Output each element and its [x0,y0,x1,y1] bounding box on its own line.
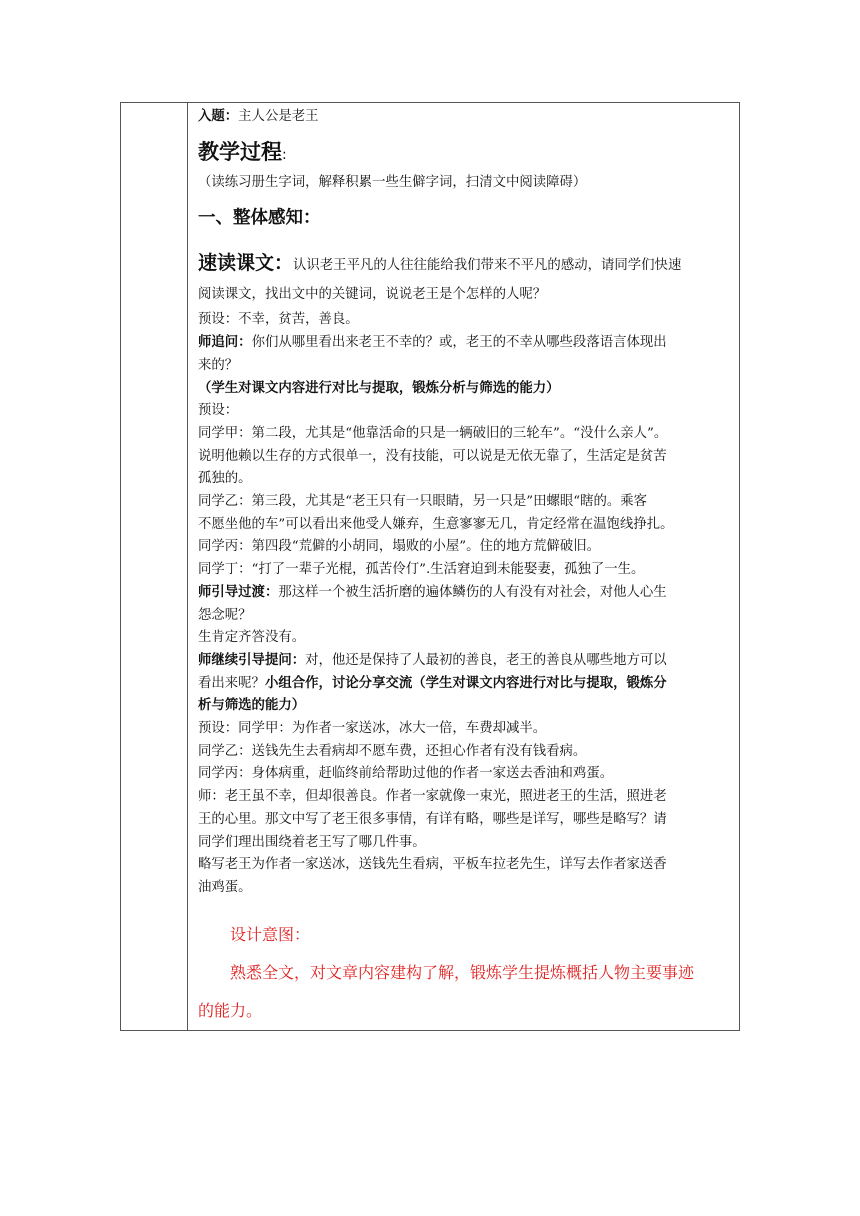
preset-2: 预设： [198,403,239,419]
process-heading [198,135,733,172]
kind-b-line: 同学乙：送钱先生去看病却不愿车费，还担心作者有没有钱看病。 [198,743,587,759]
student-a-line2: 说明他赖以生存的方式很单一，没有技能，可以说是无依无靠了，生活定是贫苦 [198,448,667,464]
design-intent [198,916,733,1030]
quick-read-line2: 阅读课文，找出文中的关键词，说说老王是个怎样的人呢？ [198,287,547,303]
summary-line1: 略写老王为作者一家送冰，送钱先生看病，平板车拉老先生，详写去作者家送香 [198,857,667,873]
lesson-plan-table [120,102,740,1031]
design-intent-label: 设计意图： [230,924,311,944]
student-b-line2: 不愿坐他的车”可以看出来他受人嫌弃，生意寥寥无几，肯定经常在温饱线挣扎。 [198,516,674,532]
kind-c-line: 同学丙：身体病重，赶临终前给帮助过他的作者一家送去香油和鸡蛋。 [198,766,614,782]
student-a-line3: 孤独的。 [198,471,252,487]
teacher-line1: 师：老王虽不幸，但却很善良。作者一家就像一束光，照进老王的生活，照进老 [198,789,667,805]
guide-continue-text1: 对，他还是保持了人最初的善良，老王的善良从哪些地方可以 [305,652,667,668]
teacher-line3: 同学们理出围绕着老王写了哪几件事。 [198,834,426,850]
student-c-line: 同学丙：第四段“荒僻的小胡同，塌败的小屋”。住的地方荒僻破旧。 [198,539,601,555]
lesson-content [188,103,739,1030]
student-a-line1: 同学甲：第二段，尤其是“他靠活命的只是一辆破旧的三轮车”。“没什么亲人”。 [198,425,668,441]
left-empty-cell [121,103,188,1031]
student-b-line1: 同学乙：第三段，尤其是“老王只有一只眼睛，另一只是”田螺眼“瞎的。乘客 [198,494,648,510]
quick-read-label: 速读课文： [198,252,294,275]
answer-none: 生肯定齐答没有。 [198,630,306,646]
guide-continue-text2: 看出来呢？ [198,675,265,691]
guide-transition-label: 师引导过渡： [198,584,279,600]
design-intent-line2: 的能力。 [198,1000,263,1020]
student-d-line: 同学丁：“打了一辈子光棍，孤苦伶仃”.生活窘迫到未能娶妻，孤独了一生。 [198,562,645,578]
follow-question-line1 [198,332,733,355]
follow-question-label: 师追问： [198,335,252,351]
summary-line2: 油鸡蛋。 [198,879,252,895]
guide-transition-text1: 那这样一个被生活折磨的遍体鳞伤的人有没有对社会，对他人心生 [278,584,667,600]
section-heading: 一、整体感知： [198,208,321,229]
process-note: （读练习册生字词，解释积累一些生僻字词，扫清文中阅读障碍） [198,174,587,190]
process-heading-colon: : [282,146,287,163]
preset-3: 预设：同学甲：为作者一家送冰，冰大一倍，车费却减半。 [198,721,547,737]
group-work-text: 小组合作，讨论分享交流（学生对课文内容进行对比与提取，锻炼分 [264,675,667,691]
follow-question-line2: 来的？ [198,357,239,373]
intro-text: 主人公是老王 [238,109,319,124]
guide-continue-line3: 析与筛选的能力） [198,698,306,714]
guide-transition-line1 [198,582,733,605]
quick-read-line1 [198,248,733,281]
guide-continue-line1 [198,650,733,673]
intro-label: 入题： [198,109,239,124]
teacher-line2: 王的心里。那文中写了老王很多事情，有详有略，哪些是详写，哪些是略写？请 [198,811,667,827]
content-cell [188,103,740,1031]
follow-question-text1: 你们从哪里看出来老王不幸的？或，老王的不幸从哪些段落语言体现出 [251,335,667,351]
process-heading-text: 教学过程 [198,139,282,164]
guide-continue-label: 师继续引导提问： [198,652,306,668]
guide-transition-line2: 怨念呢？ [198,607,252,623]
activity-note: （学生对课文内容进行对比与提取，锻炼分析与筛选的能力） [198,380,560,396]
intro-line [198,106,733,129]
quick-read-text1: 认识老王平凡的人往往能给我们带来不平凡的感动，请同学们快速 [293,258,682,274]
preset-1: 预设：不幸，贫苦，善良。 [198,312,359,328]
design-intent-line1: 熟悉全文，对文章内容建构了解，锻炼学生提炼概括人物主要事迹 [230,962,695,982]
guide-continue-line2 [198,673,733,696]
